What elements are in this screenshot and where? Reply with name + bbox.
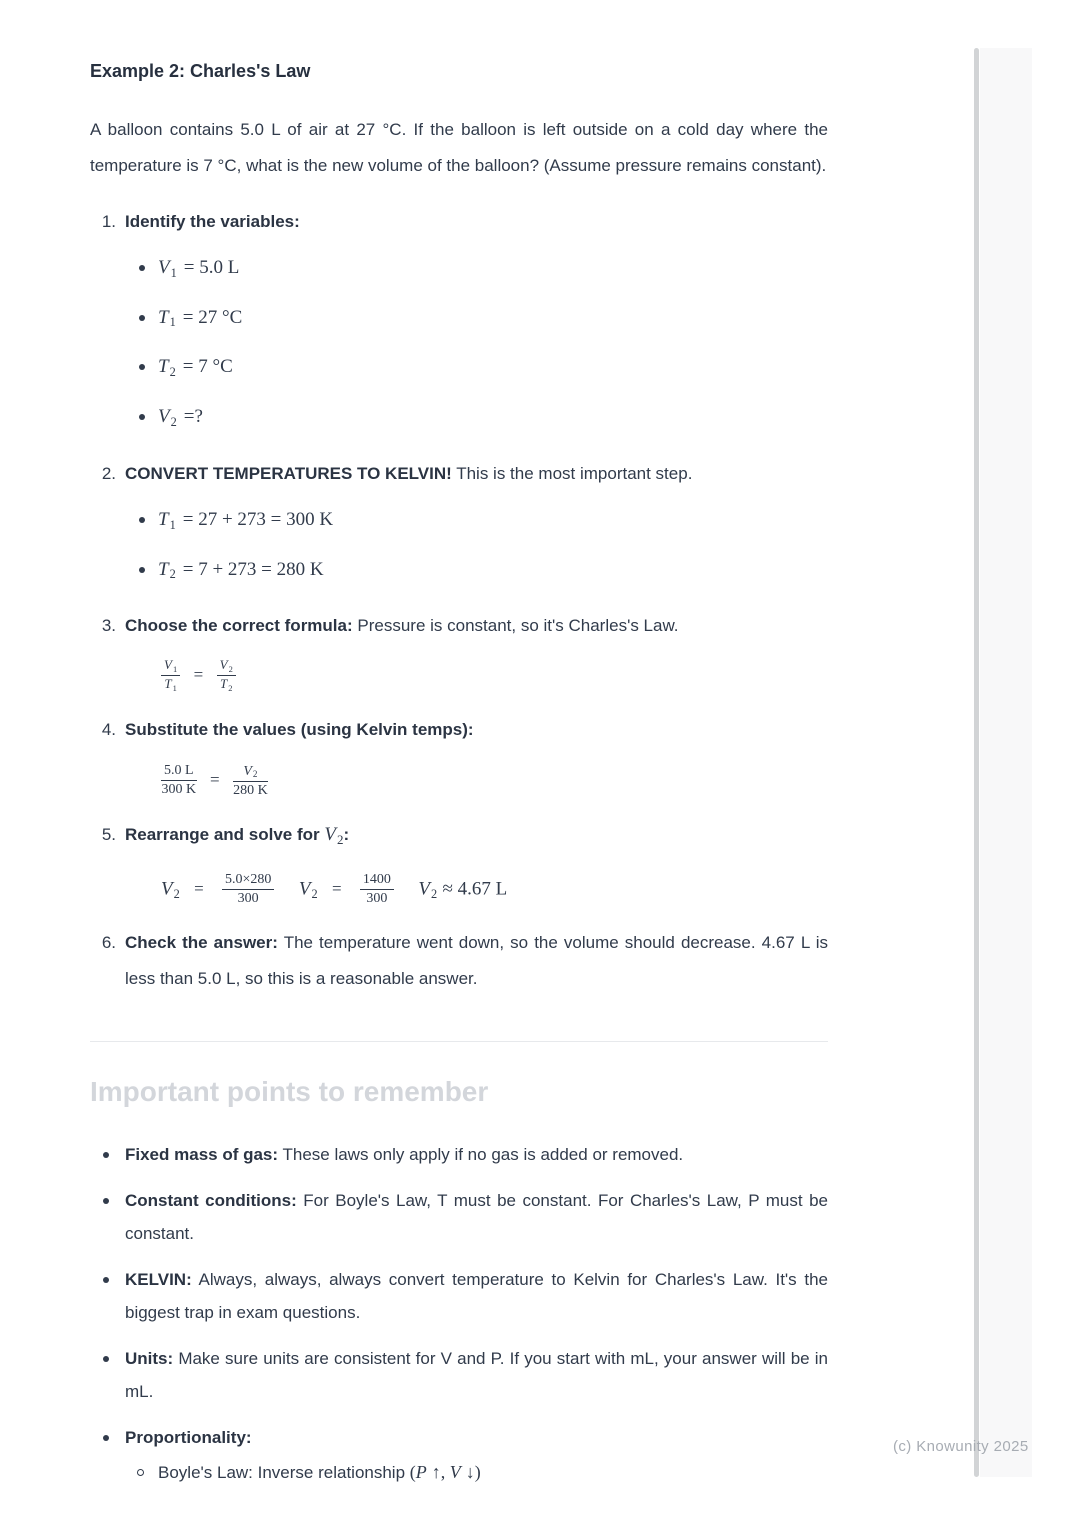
math-item	[125, 300, 828, 341]
variable-subscript: 2	[170, 414, 177, 429]
step-heading	[125, 817, 828, 858]
point-item	[90, 1263, 828, 1329]
fraction-denominator	[161, 676, 180, 693]
math-item	[125, 552, 828, 593]
sub-point-text: Boyle's Law: Inverse relationship	[158, 1463, 410, 1483]
step-item-3	[90, 608, 828, 694]
math-item	[125, 502, 828, 543]
step-label: Identify the variables:	[125, 212, 300, 231]
scrollbar-track[interactable]	[980, 48, 1032, 1477]
copyright-watermark: (c) Knowunity 2025	[893, 1438, 1029, 1455]
point-text: Make sure units are consistent for V and P. If you start with mL, your answer will be in mL.	[125, 1349, 828, 1402]
variable-name: V	[243, 763, 252, 779]
fraction	[222, 872, 274, 907]
fraction-numerator	[233, 762, 268, 782]
point-label: Fixed mass of gas:	[125, 1145, 279, 1165]
step-heading	[125, 712, 828, 748]
section-divider	[90, 1041, 828, 1042]
close-paren: )	[474, 1462, 481, 1483]
point-label: Proportionality:	[125, 1428, 252, 1448]
equals-sign: =	[193, 665, 204, 685]
fraction	[217, 658, 236, 694]
sub-point-item	[125, 1456, 828, 1489]
variable-value: = 7 °C	[182, 356, 233, 378]
variable-subscript: 1	[172, 683, 177, 693]
substitution-formula	[125, 762, 828, 799]
math-item	[125, 349, 828, 390]
variable-name: T	[158, 356, 169, 378]
step-label-colon: :	[343, 824, 350, 844]
volume-variable: V	[449, 1462, 461, 1483]
variable-name: T	[158, 306, 169, 328]
step-item-5	[90, 817, 828, 907]
variable-value: = 7 + 273 = 280 K	[182, 558, 324, 580]
step-text: Pressure is constant, so it's Charles's Law.	[357, 616, 679, 636]
fraction-denominator: 280 K	[233, 782, 268, 798]
fraction	[360, 872, 394, 907]
variable-name: V	[418, 878, 431, 900]
charles-law-formula	[125, 658, 828, 694]
step-number: 5.	[101, 824, 116, 844]
variable-subscript: 1	[172, 663, 178, 674]
equals-sign: =	[210, 769, 220, 789]
step-label: Check the answer:	[125, 933, 278, 953]
variable-subscript: 1	[169, 315, 176, 330]
up-arrow-icon: ↑	[431, 1462, 441, 1483]
point-label: KELVIN:	[125, 1270, 192, 1290]
variables-list	[125, 250, 828, 440]
step-number: 6.	[101, 933, 116, 953]
fraction	[161, 763, 197, 798]
step-label: Substitute the values (using Kelvin temps):	[125, 719, 474, 739]
step-text: This is the most important step.	[456, 463, 693, 483]
variable-name: T	[158, 558, 169, 580]
variable-value: = 27 °C	[182, 306, 243, 328]
fraction	[161, 658, 180, 694]
variable-value: = 5.0 L	[183, 257, 240, 278]
point-text: For Boyle's Law, T must be constant. For Charles's Law, P must be constant.	[125, 1191, 828, 1244]
math-item	[125, 399, 828, 440]
point-label: Constant conditions:	[125, 1191, 297, 1211]
step-text: The temperature went down, so the volume should decrease. 4.67 L is less than 5.0 L, so this is a reasonable answer.	[125, 933, 828, 989]
point-text: These laws only apply if no gas is added or removed.	[282, 1145, 684, 1165]
fraction-denominator: 300	[366, 890, 388, 906]
fraction-numerator: 5.0 L	[161, 763, 197, 781]
equals-sign: =	[331, 879, 342, 899]
separator: ,	[440, 1462, 450, 1483]
scrollbar-thumb[interactable]	[974, 48, 979, 1477]
step-item-2	[90, 456, 828, 592]
step-heading	[125, 925, 828, 997]
down-arrow-icon: ↓	[465, 1462, 475, 1483]
step-label: Choose the correct formula:	[125, 616, 353, 636]
variable-subscript: 2	[228, 683, 233, 693]
variable-subscript: 1	[169, 517, 176, 532]
step-heading	[125, 608, 828, 644]
variable-name: V	[161, 878, 173, 900]
result-value: ≈ 4.67 L	[442, 878, 508, 900]
section-heading: Example 2: Charles's Law	[90, 61, 311, 81]
fraction-numerator	[217, 658, 236, 676]
variable-subscript: 2	[431, 887, 438, 902]
variable-subscript: 2	[173, 887, 180, 902]
step-label: CONVERT TEMPERATURES TO KELVIN!	[125, 463, 452, 483]
proportionality-sublist	[125, 1456, 828, 1489]
solve-formula	[125, 872, 828, 907]
variable-name: V	[158, 257, 170, 278]
variable-name: T	[158, 508, 169, 530]
variable-subscript: 2	[169, 567, 176, 582]
step-number: 1.	[101, 212, 116, 231]
important-points-heading: Important points to remember	[90, 1076, 489, 1108]
fraction-denominator: 300 K	[161, 781, 197, 797]
step-item-4	[90, 712, 828, 799]
variable-name: V	[219, 657, 228, 673]
open-paren: (	[409, 1462, 416, 1483]
pressure-variable: P	[415, 1462, 427, 1483]
fraction-numerator: 1400	[360, 872, 394, 890]
variable-subscript: 2	[311, 887, 318, 902]
variable-subscript: 2	[228, 663, 233, 674]
point-text: Always, always, always convert temperature to Kelvin for Charles's Law. It's the biggest trap in exam questions.	[125, 1270, 828, 1323]
step-heading	[125, 204, 828, 240]
step-item-6	[90, 925, 828, 997]
problem-statement: A balloon contains 5.0 L of air at 27 °C. If the balloon is left outside on a cold day where the temperature is 7 °C, what is the new volume of the balloon? (Assume pressure remains constant).	[90, 120, 828, 175]
variable-value: = 27 + 273 = 300 K	[182, 508, 334, 530]
important-points-list	[90, 1138, 828, 1489]
point-label: Units:	[125, 1349, 174, 1369]
step-number: 2.	[101, 463, 116, 483]
proportionality-math	[410, 1462, 481, 1482]
fraction-denominator	[217, 676, 236, 693]
point-item	[90, 1184, 828, 1250]
variable-name: V	[298, 878, 311, 900]
variable-name: T	[220, 676, 228, 692]
step-label: Rearrange and solve for	[125, 824, 320, 844]
kelvin-list	[125, 502, 828, 592]
step-heading	[125, 456, 828, 492]
variable-subscript: 2	[169, 365, 176, 380]
fraction-denominator: 300	[237, 890, 259, 906]
step-number: 3.	[101, 616, 116, 636]
document-content	[90, 58, 828, 1502]
variable-name: V	[158, 406, 170, 428]
variable-subscript: 1	[170, 265, 177, 280]
point-item	[90, 1342, 828, 1408]
fraction	[233, 762, 268, 799]
fraction-numerator	[161, 658, 180, 676]
variable-value: =?	[183, 406, 203, 428]
variable-name: T	[164, 676, 172, 692]
variable-subscript: 2	[336, 831, 344, 847]
variable-name: V	[164, 657, 172, 673]
step-item-1	[90, 204, 828, 440]
equals-sign: =	[194, 879, 204, 899]
math-item	[125, 250, 828, 291]
variable-name: V	[324, 823, 336, 845]
point-item	[90, 1421, 828, 1489]
fraction-numerator: 5.0×280	[222, 872, 274, 890]
variable-subscript: 2	[252, 769, 258, 780]
step-number: 4.	[101, 719, 116, 739]
point-item	[90, 1138, 828, 1171]
